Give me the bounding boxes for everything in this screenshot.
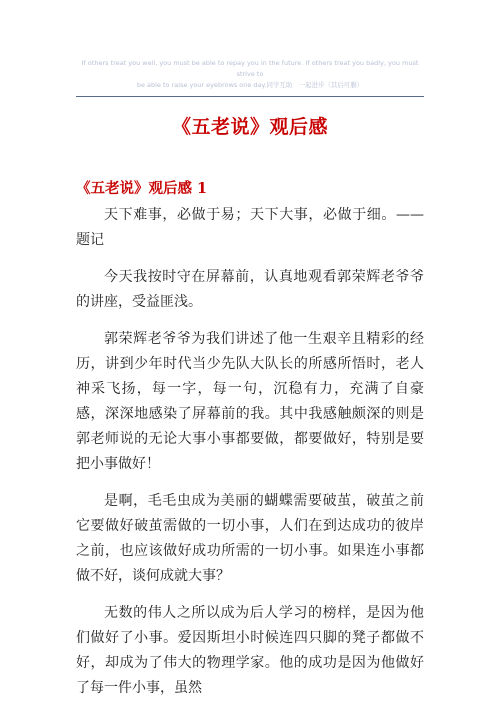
header-divider: [76, 96, 424, 97]
header-line-2: be able to raise your eyebrows one day.同学互助 一起进步（其后可删）: [136, 81, 364, 89]
paragraph-epigraph: 天下难事，必做于易；天下大事，必做于细。——题记: [76, 207, 424, 248]
paragraph: 无数的伟人之所以成为后人学习的榜样，是因为他们做好了小事。爱因斯坦小时候连四只脚的凳子都做不好，却成为了伟大的物理学家。他的成功是因为他做好了每一件小事，虽然: [76, 605, 424, 696]
page-header: [76, 58, 424, 91]
paragraph: 今天我按时守在屏幕前，认真地观看郭荣辉老爷爷的讲座，受益匪浅。: [76, 269, 424, 310]
section-subtitle: 《五老说》观后感 1: [76, 180, 208, 197]
header-line-1: If others treat you well, you must be able to repay you in the future. If others treat you badly, you must strive to: [81, 59, 419, 78]
paragraph: 是啊，毛毛虫成为美丽的蝴蝶需要破茧，破茧之前它要做好破茧需做的一切小事，人们在到达成功的彼岸之前，也应该做好成功所需的一切小事。如果连小事都做不好，谈何成就大事？: [76, 493, 424, 584]
document-body: [76, 203, 424, 708]
document-title: 《五老说》观后感: [171, 116, 328, 138]
paragraph: 郭荣辉老爷爷为我们讲述了他一生艰辛且精彩的经历，讲到少年时代当少先队大队长的所感所悟时，老人神采飞扬，每一字，每一句，沉稳有力，充满了自豪感，深深地感染了屏幕前的我。其中我感触颇深的则是郭老师说的无论大事小事都要做，都要做好，特别是要把小事做好！: [76, 331, 424, 472]
